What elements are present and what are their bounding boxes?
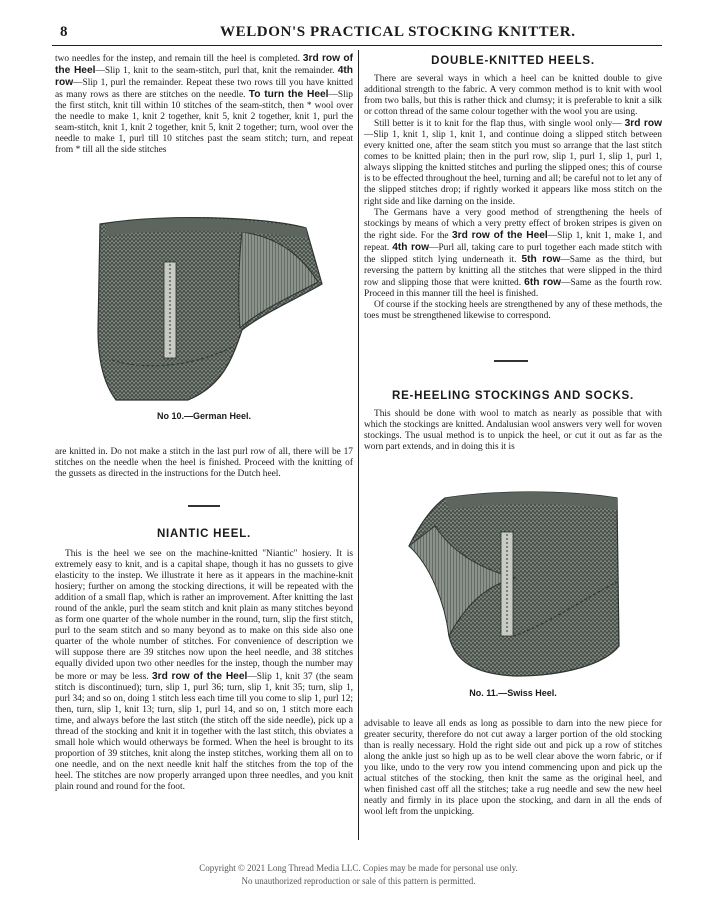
right-bottom-text bbox=[364, 719, 662, 818]
paragraph: are knitted in. Do not make a stitch in the last purl row of all, there will be 17 stitches on the needle when the heel is finished. Proceed with the knitting of the gussets as directed in the instructions for the Dutch heel. bbox=[55, 447, 353, 480]
left-middle-text bbox=[55, 447, 353, 480]
section-rule bbox=[188, 505, 220, 507]
right-double-knitted-text bbox=[364, 74, 662, 322]
column-divider bbox=[358, 50, 359, 840]
swiss-heel-illustration bbox=[405, 486, 627, 680]
paragraph: This is the heel we see on the machine-knitted "Niantic" hosiery. It is extremely easy to knit, and is a capital shape, though it has no gussets to give elasticity to the instep. We illustrate it here as it appears in the machine-knit hosiery; further on among the stocking directions, it will be repeated with the addition of a small flap, which is rather an improvement. After knitting the last round of the ankle, purl the seam stitch and knit plain as many stitches beyond as form one quarter of the whole number in the round, turn, slip the first stitch, purl to the seam stitch and so many beyond as to make on this side also one quarter of the whole number of stitches. For convenience of description we will suppose there are 39 stitches now upon the heel needle, and 38 stitches equally divided upon two other needles for the instep, though the number may be more or may be less. 3rd row of the Heel—Slip 1, knit 37 (the seam stitch is discontinued); turn, slip 1, purl 36; turn, slip 1, knit 35; turn, slip 1, purl 34; and so on, doing 1 stitch less each time till you come to slip 1, purl 12; then, turn, slip 1, knit 13; turn, slip 1, purl 14, and so on, 1 stitch more each time, and always before the last stitch (the stitch off the side needle), pick up a thread of the stocking and knit it in together with the last stitch, this obviates a small hole which would otherways be formed. When the heel is brought to its proportion of 39 stitches, knit along the instep stitches, working them all on to one needle, and on the next needle knit half the stitches from the top of the heel. The stitches are now properly arranged upon three needles, and you knit plain round and round for the foot. bbox=[55, 549, 353, 792]
footer-line: Copyright © 2021 Long Thread Media LLC. Copies may be made for personal use only. bbox=[199, 863, 518, 873]
section-heading-double-knitted-heels: DOUBLE-KNITTED HEELS. bbox=[431, 55, 595, 67]
paragraph: The Germans have a very good method of strengthening the heels of stockings by means of which a very pretty effect of broken stripes is given on the right side. For the 3rd row of the Heel—Slip 1, knit 1, make 1, and repeat. 4th row—Purl all, taking care to purl together each made stitch with the slipped stitch lying underneath it. 5th row—Same as the third, but reversing the pattern by knitting all the stitches that were slipped in the third row and slipping those that were knitted. 6th row—Same as the fourth row. Proceed in this manner till the heel is finished. bbox=[364, 207, 662, 299]
running-title: WELDON'S PRACTICAL STOCKING KNITTER. bbox=[220, 24, 576, 40]
figure-caption-german-heel: No 10.—German Heel. bbox=[156, 411, 252, 421]
section-heading-re-heeling: RE-HEELING STOCKINGS AND SOCKS. bbox=[391, 390, 635, 402]
figure-caption-swiss-heel: No. 11.—Swiss Heel. bbox=[469, 688, 557, 698]
paragraph: Of course if the stocking heels are strengthened by any of these methods, the toes must be strengthened likewise to correspond. bbox=[364, 299, 662, 321]
header-rule bbox=[52, 45, 662, 46]
paragraph: advisable to leave all ends as long as possible to darn into the new piece for greater security, therefore do not cut away a larger portion of the old stocking than is really necessary. Hold the right side out and pick up a row of stitches along the ankle just so high up as to be well clear above the worn fabric, or if you like, undo to the very row you intend commencing upon and pick up the actual stitches of the stocking, then knit the same as the original heel, and when finished cast off all the stitches; take a rug needle and sew the new heel neatly and firmly in its place upon the stocking, and darn in all the ends of wool left from the unpicking. bbox=[364, 719, 662, 818]
paragraph: There are several ways in which a heel can be knitted double to give additional strength to the fabric. A very common method is to knit with wool from two balls, but this is rather thick and clumsy; it is preferable to knit a silk or cotton thread of the same colour together with the wool you are using. bbox=[364, 74, 662, 118]
paragraph: This should be done with wool to match as nearly as possible that with which the stockings are knitted. Andalusian wool answers very well for woven stockings. The usual method is to unpick the heel, or cut it out as far as the worn part extends, and in doing this it is bbox=[364, 409, 662, 453]
german-heel-illustration bbox=[92, 210, 328, 406]
copyright-footer bbox=[0, 862, 717, 888]
paragraph: two needles for the instep, and remain till the heel is completed. 3rd row of the Heel—Slip 1, knit to the seam-stitch, purl that, knit the remainder. 4th row—Slip 1, purl the remainder. Repeat these two rows till you have knitted as many rows as there are stitches on the needle. To turn the Heel—Slip the first stitch, knit till within 10 stitches of the seam-stitch, then * wool over the needle to make 1, knit 2 together, knit 5, knit 2 together, knit 1, purl the seam-stitch, knit 1, knit 2 together, knit 5, knit 2 together; turn, wool over the needle to make 1, purl till 10 stitches past the seam stitch; turn, and repeat from * till all the side stitches bbox=[55, 53, 354, 156]
paragraph: Still better is it to knit for the flap thus, with single wool only— 3rd row—Slip 1, knit 1, slip 1, knit 1, and continue doing a slipped stitch between every knitted one, after the seam stitch you must so arrange that the last stitch comes to be knitted plain; then in the purl row, slip 1, purl 1, slip 1, purl 1, always slipping the knitted stitches and purling the slipped ones; this of course is to be effected throughout the heel, turning and all; be careful not to let any of the slipped stitches drop; if rightly worked it appears like moss stitch on the right side and like darning on the inside. bbox=[364, 118, 663, 207]
right-re-heeling-text bbox=[364, 409, 662, 453]
footer-line: No unauthorized reproduction or sale of this pattern is permitted. bbox=[241, 876, 476, 886]
left-top-text bbox=[55, 53, 353, 156]
section-heading-niantic-heel: NIANTIC HEEL. bbox=[156, 528, 252, 540]
left-niantic-text bbox=[55, 549, 353, 793]
page-number: 8 bbox=[60, 24, 68, 40]
section-rule bbox=[494, 360, 528, 362]
